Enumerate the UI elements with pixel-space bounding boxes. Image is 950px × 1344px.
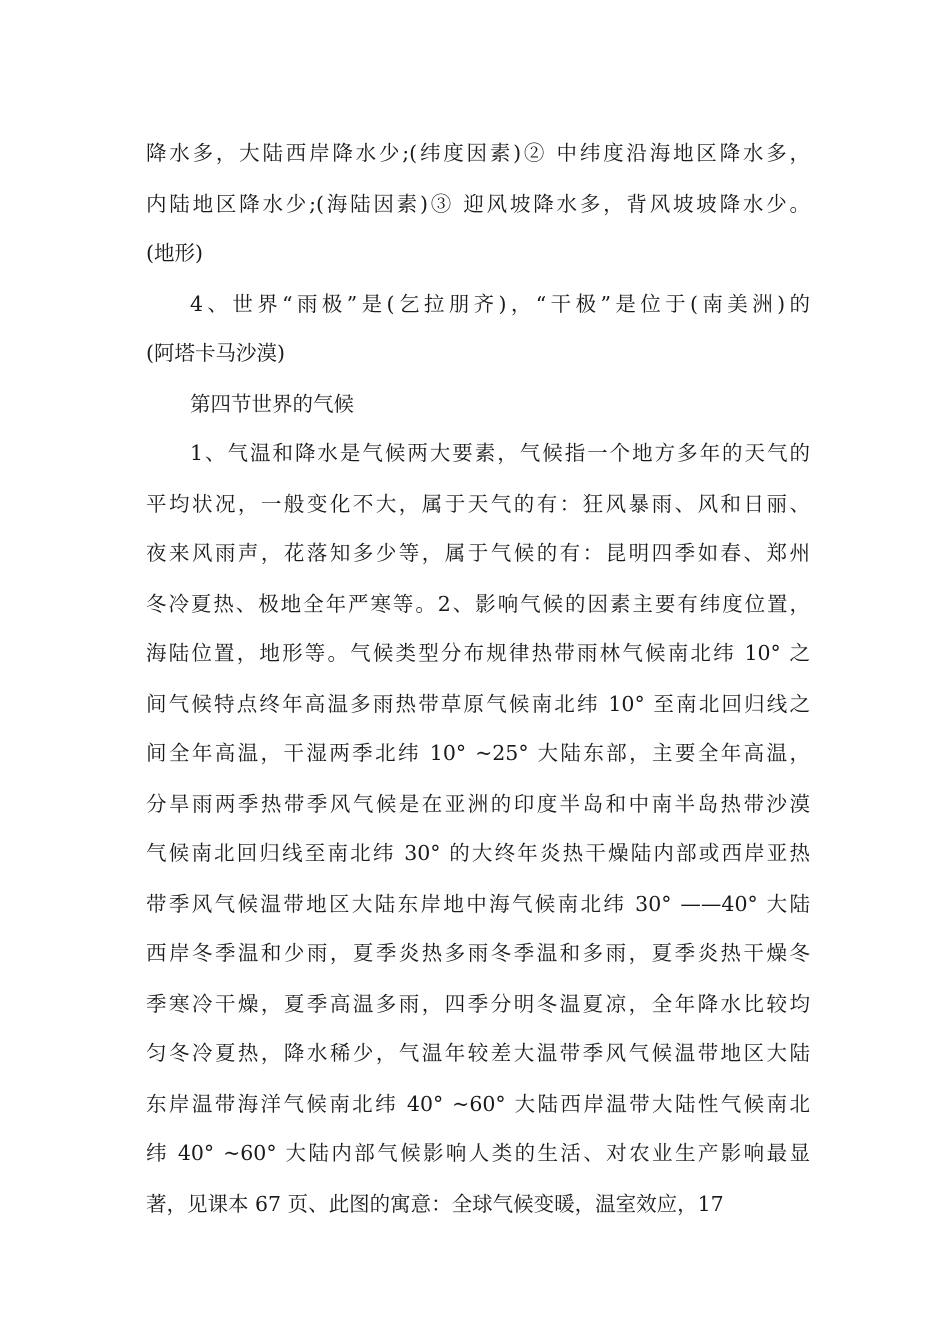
text-line: 匀冬冷夏热，降水稀少，气温年较差大温带季风气候温带地区大陆 [146, 1041, 810, 1065]
text-line: 纬 40° ~60° 大陆内部气候影响人类的生活、对农业生产影响最显 [146, 1141, 810, 1165]
text-line: (阿塔卡马沙漠) [146, 341, 285, 365]
text-line: 气候南北回归线至南北纬 30° 的大终年炎热干燥陆内部或西岸亚热 [146, 841, 810, 865]
text-line: 东岸温带海洋气候南北纬 40° ~60° 大陆西岸温带大陆性气候南北 [146, 1092, 810, 1116]
text-line: 降水多，大陆西岸降水少;(纬度因素)② 中纬度沿海地区降水多， [146, 141, 810, 165]
text-line: 间气候特点终年高温多雨热带草原气候南北纬 10° 至南北回归线之 [146, 692, 810, 716]
text-line: 海陆位置，地形等。气候类型分布规律热带雨林气候南北纬 10° 之 [146, 641, 810, 665]
text-line: 冬冷夏热、极地全年严寒等。2、影响气候的因素主要有纬度位置， [146, 592, 810, 616]
text-line: 4、世界“雨极”是(乞拉朋齐)，“干极”是位于(南美洲)的 [190, 292, 810, 316]
text-line: 季寒冷干燥，夏季高温多雨，四季分明冬温夏凉，全年降水比较均 [146, 992, 810, 1016]
text-line: 夜来风雨声，花落知多少等，属于气候的有：昆明四季如春、郑州 [146, 541, 810, 565]
text-line: (地形) [146, 241, 203, 265]
text-line: 著，见课本 67 页、此图的寓意：全球气候变暖，温室效应，17 [146, 1192, 724, 1216]
text-line: 带季风气候温带地区大陆东岸地中海气候南北纬 30° ——40° 大陆 [146, 892, 810, 916]
text-line: 1、气温和降水是气候两大要素，气候指一个地方多年的天气的 [190, 441, 810, 465]
text-line: 西岸冬季温和少雨，夏季炎热多雨冬季温和多雨，夏季炎热干燥冬 [146, 941, 810, 965]
section-heading: 第四节世界的气候 [190, 392, 354, 416]
text-line: 间全年高温，干湿两季北纬 10° ~25° 大陆东部，主要全年高温， [146, 741, 810, 765]
text-line: 平均状况，一般变化不大，属于天气的有：狂风暴雨、风和日丽、 [146, 492, 810, 516]
text-line: 内陆地区降水少;(海陆因素)③ 迎风坡降水多，背风坡坡降水少。 [146, 192, 810, 216]
text-line: 分旱雨两季热带季风气候是在亚洲的印度半岛和中南半岛热带沙漠 [146, 792, 810, 816]
